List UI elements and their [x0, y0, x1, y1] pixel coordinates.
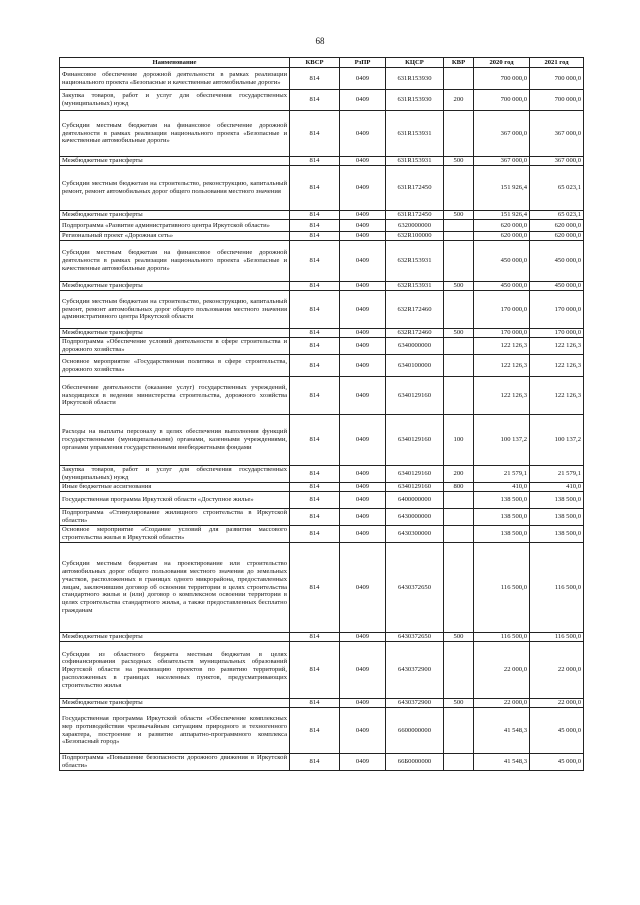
row-name: Подпрограмма «Повышение безопасности дорожного движения в Иркутской области» [60, 754, 290, 771]
row-name: Субсидии местным бюджетам на проектирование или строительство автомобильных дорог общего пользования местного значения до земельных участков, расположенных в границах одного микрорайона, предоставленных лицам, заключившим договор об освоении территории в целях строительства стандартного жилья и (или) договор о комплексном освоении территории в целях строительства стандартного жилья, а также предоставленных бесплатно гражданам [60, 543, 290, 633]
row-kcsr: 631R172450 [386, 211, 444, 220]
row-kvr [444, 68, 474, 90]
table-row [60, 509, 584, 526]
table-row [60, 466, 584, 483]
header-kcsr: КЦСР [386, 58, 444, 68]
row-2020: 700 000,0 [474, 90, 530, 111]
row-2020: 170 000,0 [474, 291, 530, 329]
table-header-row [60, 58, 584, 68]
row-name: Основное мероприятие «Создание условий для развития массового строительства жилья в Иркутской области» [60, 526, 290, 543]
row-2021: 22 000,0 [530, 699, 584, 708]
row-2020: 116 500,0 [474, 633, 530, 642]
row-name: Региональный проект «Дорожная сеть» [60, 232, 290, 241]
row-kvr [444, 642, 474, 699]
row-kvsr: 814 [290, 90, 340, 111]
header-2021: 2021 год [530, 58, 584, 68]
row-rzpr: 0409 [340, 526, 386, 543]
row-2020: 22 000,0 [474, 699, 530, 708]
row-kvr [444, 166, 474, 211]
row-kcsr: 6430372650 [386, 543, 444, 633]
row-kcsr: 6430372900 [386, 699, 444, 708]
row-name: Субсидии местным бюджетам на строительство, реконструкцию, капитальный ремонт, ремонт автомобильных дорог общего пользования местного значения административного центра Иркутской области [60, 291, 290, 329]
row-kcsr: 6340129160 [386, 466, 444, 483]
row-2020: 122 126,3 [474, 355, 530, 377]
row-rzpr: 0409 [340, 633, 386, 642]
row-rzpr: 0409 [340, 415, 386, 466]
row-kvsr: 814 [290, 754, 340, 771]
table-row [60, 282, 584, 291]
row-2021: 116 500,0 [530, 633, 584, 642]
table-row [60, 166, 584, 211]
row-2021: 45 000,0 [530, 708, 584, 754]
row-2021: 700 000,0 [530, 68, 584, 90]
row-kcsr: 6340100000 [386, 355, 444, 377]
row-kcsr: 631R172450 [386, 166, 444, 211]
table-row [60, 157, 584, 166]
row-kcsr: 632R153931 [386, 282, 444, 291]
row-rzpr: 0409 [340, 241, 386, 282]
row-kvsr: 814 [290, 377, 340, 415]
row-2020: 367 000,0 [474, 157, 530, 166]
row-kvsr: 814 [290, 111, 340, 157]
row-kcsr: 6600000000 [386, 708, 444, 754]
row-2021: 65 023,1 [530, 166, 584, 211]
table-row [60, 642, 584, 699]
row-rzpr: 0409 [340, 708, 386, 754]
row-kcsr: 6430372900 [386, 642, 444, 699]
row-kvr [444, 232, 474, 241]
row-rzpr: 0409 [340, 377, 386, 415]
row-2021: 450 000,0 [530, 282, 584, 291]
row-kvr [444, 241, 474, 282]
row-2020: 450 000,0 [474, 282, 530, 291]
row-name: Субсидии местным бюджетам на строительство, реконструкцию, капитальный ремонт, ремонт автомобильных дорог общего пользования местного значения [60, 166, 290, 211]
row-2021: 100 137,2 [530, 415, 584, 466]
row-kvsr: 814 [290, 466, 340, 483]
row-name: Субсидии местным бюджетам на финансовое обеспечение дорожной деятельности в рамках реализации национального проекта «Безопасные и качественные автомобильные дороги» [60, 241, 290, 282]
row-2021: 620 000,0 [530, 232, 584, 241]
header-2020: 2020 год [474, 58, 530, 68]
row-kcsr: 66Б0000000 [386, 754, 444, 771]
table-row [60, 329, 584, 338]
row-kvr: 200 [444, 466, 474, 483]
row-name: Межбюджетные трансферты [60, 699, 290, 708]
row-rzpr: 0409 [340, 543, 386, 633]
row-2020: 700 000,0 [474, 68, 530, 90]
table-row [60, 241, 584, 282]
row-kvr: 500 [444, 329, 474, 338]
row-2020: 151 926,4 [474, 166, 530, 211]
row-2021: 122 126,3 [530, 377, 584, 415]
row-kvr: 500 [444, 282, 474, 291]
row-2020: 138 500,0 [474, 492, 530, 509]
row-kvsr: 814 [290, 220, 340, 232]
row-name: Межбюджетные трансферты [60, 211, 290, 220]
row-kvr: 100 [444, 415, 474, 466]
row-kcsr: 631R153930 [386, 68, 444, 90]
budget-table [59, 57, 584, 771]
row-2021: 450 000,0 [530, 241, 584, 282]
row-2021: 410,0 [530, 483, 584, 492]
row-kvr [444, 220, 474, 232]
row-rzpr: 0409 [340, 282, 386, 291]
row-kvsr: 814 [290, 708, 340, 754]
row-rzpr: 0409 [340, 483, 386, 492]
row-2020: 122 126,3 [474, 377, 530, 415]
row-name: Подпрограмма «Развитие административного центра Иркутской области» [60, 220, 290, 232]
row-2021: 700 000,0 [530, 90, 584, 111]
row-kvr: 500 [444, 633, 474, 642]
row-kvsr: 814 [290, 166, 340, 211]
row-kvsr: 814 [290, 282, 340, 291]
row-name: Субсидии местным бюджетам на финансовое обеспечение дорожной деятельности в рамках реализации национального проекта «Безопасные и качественные автомобильные дороги» [60, 111, 290, 157]
row-kvr [444, 291, 474, 329]
row-2021: 138 500,0 [530, 509, 584, 526]
row-kvr [444, 338, 474, 355]
row-kvr: 500 [444, 211, 474, 220]
row-kcsr: 6430000000 [386, 509, 444, 526]
table-body [60, 68, 584, 771]
row-kvsr: 814 [290, 68, 340, 90]
row-kvsr: 814 [290, 526, 340, 543]
row-name: Государственная программа Иркутской области «Доступное жилье» [60, 492, 290, 509]
table-row [60, 492, 584, 509]
row-kcsr: 6400000000 [386, 492, 444, 509]
row-kvsr: 814 [290, 291, 340, 329]
row-kcsr: 632R172460 [386, 329, 444, 338]
row-kvsr: 814 [290, 157, 340, 166]
row-2020: 410,0 [474, 483, 530, 492]
row-rzpr: 0409 [340, 509, 386, 526]
table-row [60, 68, 584, 90]
table-row [60, 291, 584, 329]
row-name: Межбюджетные трансферты [60, 633, 290, 642]
row-kvsr: 814 [290, 415, 340, 466]
row-2020: 151 926,4 [474, 211, 530, 220]
row-kvsr: 814 [290, 543, 340, 633]
table-row [60, 211, 584, 220]
row-name: Межбюджетные трансферты [60, 157, 290, 166]
table-row [60, 526, 584, 543]
row-2020: 122 126,3 [474, 338, 530, 355]
row-2021: 138 500,0 [530, 526, 584, 543]
row-2021: 116 500,0 [530, 543, 584, 633]
row-name: Закупка товаров, работ и услуг для обеспечения государственных (муниципальных) нужд [60, 90, 290, 111]
row-kvsr: 814 [290, 633, 340, 642]
row-2021: 22 000,0 [530, 642, 584, 699]
row-2021: 367 000,0 [530, 111, 584, 157]
table-row [60, 220, 584, 232]
row-kvsr: 814 [290, 492, 340, 509]
row-kvsr: 814 [290, 338, 340, 355]
row-2020: 620 000,0 [474, 232, 530, 241]
table-row [60, 699, 584, 708]
row-kcsr: 6340129160 [386, 377, 444, 415]
row-2020: 138 500,0 [474, 509, 530, 526]
table-row [60, 754, 584, 771]
row-2021: 45 000,0 [530, 754, 584, 771]
row-kvsr: 814 [290, 241, 340, 282]
table-row [60, 355, 584, 377]
row-kcsr: 631R153931 [386, 111, 444, 157]
row-2021: 65 023,1 [530, 211, 584, 220]
row-rzpr: 0409 [340, 291, 386, 329]
row-rzpr: 0409 [340, 166, 386, 211]
row-kvr [444, 111, 474, 157]
row-kcsr: 632R100000 [386, 232, 444, 241]
row-rzpr: 0409 [340, 111, 386, 157]
table-row [60, 708, 584, 754]
row-2020: 450 000,0 [474, 241, 530, 282]
row-kvr [444, 492, 474, 509]
row-2021: 170 000,0 [530, 329, 584, 338]
row-name: Основное мероприятие «Государственная политика в сфере строительства, дорожного хозяйства» [60, 355, 290, 377]
row-kcsr: 6430300000 [386, 526, 444, 543]
row-2021: 367 000,0 [530, 157, 584, 166]
row-2021: 620 000,0 [530, 220, 584, 232]
row-rzpr: 0409 [340, 699, 386, 708]
row-rzpr: 0409 [340, 642, 386, 699]
row-kvr: 500 [444, 699, 474, 708]
row-kvr [444, 754, 474, 771]
table-row [60, 543, 584, 633]
row-2020: 367 000,0 [474, 111, 530, 157]
row-kvsr: 814 [290, 211, 340, 220]
row-2021: 170 000,0 [530, 291, 584, 329]
row-name: Иные бюджетные ассигнования [60, 483, 290, 492]
row-rzpr: 0409 [340, 355, 386, 377]
row-2020: 22 000,0 [474, 642, 530, 699]
row-kvsr: 814 [290, 232, 340, 241]
row-name: Расходы на выплаты персоналу в целях обеспечения выполнения функций государственными (муниципальными) органами, казенными учреждениями, органами управления государственными внебюджетными фондами [60, 415, 290, 466]
row-kvr: 800 [444, 483, 474, 492]
row-kvsr: 814 [290, 329, 340, 338]
table-row [60, 111, 584, 157]
row-rzpr: 0409 [340, 220, 386, 232]
header-kvsr: КВСР [290, 58, 340, 68]
row-kcsr: 6340129160 [386, 483, 444, 492]
row-2020: 41 548,3 [474, 754, 530, 771]
row-kvr [444, 355, 474, 377]
row-2020: 620 000,0 [474, 220, 530, 232]
row-name: Субсидии из областного бюджета местным бюджетам в целях софинансирования расходных обязательств муниципальных образований Иркутской области на реализацию проектов по развитию территорий, расположенных в границах населенных пунктов, предусматривающих строительство жилья [60, 642, 290, 699]
table-row [60, 90, 584, 111]
row-kvsr: 814 [290, 642, 340, 699]
row-name: Межбюджетные трансферты [60, 282, 290, 291]
row-rzpr: 0409 [340, 338, 386, 355]
row-2020: 116 500,0 [474, 543, 530, 633]
row-kvr [444, 377, 474, 415]
row-rzpr: 0409 [340, 90, 386, 111]
row-kcsr: 6340000000 [386, 338, 444, 355]
page-number: 68 [315, 36, 325, 46]
row-2020: 170 000,0 [474, 329, 530, 338]
row-kvr [444, 509, 474, 526]
row-rzpr: 0409 [340, 211, 386, 220]
table-row [60, 415, 584, 466]
row-rzpr: 0409 [340, 68, 386, 90]
table-row [60, 633, 584, 642]
table-row [60, 483, 584, 492]
row-name: Подпрограмма «Обеспечение условий деятельности в сфере строительства и дорожного хозяйства» [60, 338, 290, 355]
row-2021: 122 126,3 [530, 355, 584, 377]
row-kvr [444, 526, 474, 543]
table-row [60, 338, 584, 355]
row-2020: 41 548,3 [474, 708, 530, 754]
row-kcsr: 631R153930 [386, 90, 444, 111]
row-2020: 21 579,1 [474, 466, 530, 483]
row-kvr: 500 [444, 157, 474, 166]
row-kvr [444, 543, 474, 633]
header-kvr: КВР [444, 58, 474, 68]
row-kcsr: 632R172460 [386, 291, 444, 329]
row-rzpr: 0409 [340, 232, 386, 241]
row-2021: 21 579,1 [530, 466, 584, 483]
row-kcsr: 6320000000 [386, 220, 444, 232]
row-rzpr: 0409 [340, 754, 386, 771]
row-rzpr: 0409 [340, 466, 386, 483]
row-kvsr: 814 [290, 509, 340, 526]
row-rzpr: 0409 [340, 157, 386, 166]
header-rzpr: РзПР [340, 58, 386, 68]
table-row [60, 232, 584, 241]
row-2021: 122 126,3 [530, 338, 584, 355]
row-kvsr: 814 [290, 699, 340, 708]
row-kvr: 200 [444, 90, 474, 111]
row-kcsr: 6430372650 [386, 633, 444, 642]
row-2020: 138 500,0 [474, 526, 530, 543]
table-row [60, 377, 584, 415]
row-name: Закупка товаров, работ и услуг для обеспечения государственных (муниципальных) нужд [60, 466, 290, 483]
header-name: Наименование [60, 58, 290, 68]
row-rzpr: 0409 [340, 329, 386, 338]
row-2021: 138 500,0 [530, 492, 584, 509]
row-kvsr: 814 [290, 483, 340, 492]
row-2020: 100 137,2 [474, 415, 530, 466]
row-kcsr: 631R153931 [386, 157, 444, 166]
row-kcsr: 6340129160 [386, 415, 444, 466]
row-rzpr: 0409 [340, 492, 386, 509]
row-kcsr: 632R153931 [386, 241, 444, 282]
row-name: Финансовое обеспечение дорожной деятельности в рамках реализации национального проекта «Безопасные и качественные автомобильные дороги» [60, 68, 290, 90]
row-kvr [444, 708, 474, 754]
row-kvsr: 814 [290, 355, 340, 377]
row-name: Обеспечение деятельности (оказание услуг) государственных учреждений, находящихся в ведении министерства строительства, дорожного хозяйства Иркутской области [60, 377, 290, 415]
row-name: Государственная программа Иркутской области «Обеспечение комплексных мер противодействия чрезвычайным ситуациям природного и техногенного характера, построение и развитие аппаратно-программного комплекса «Безопасный город» [60, 708, 290, 754]
row-name: Межбюджетные трансферты [60, 329, 290, 338]
row-name: Подпрограмма «Стимулирование жилищного строительства в Иркутской области» [60, 509, 290, 526]
